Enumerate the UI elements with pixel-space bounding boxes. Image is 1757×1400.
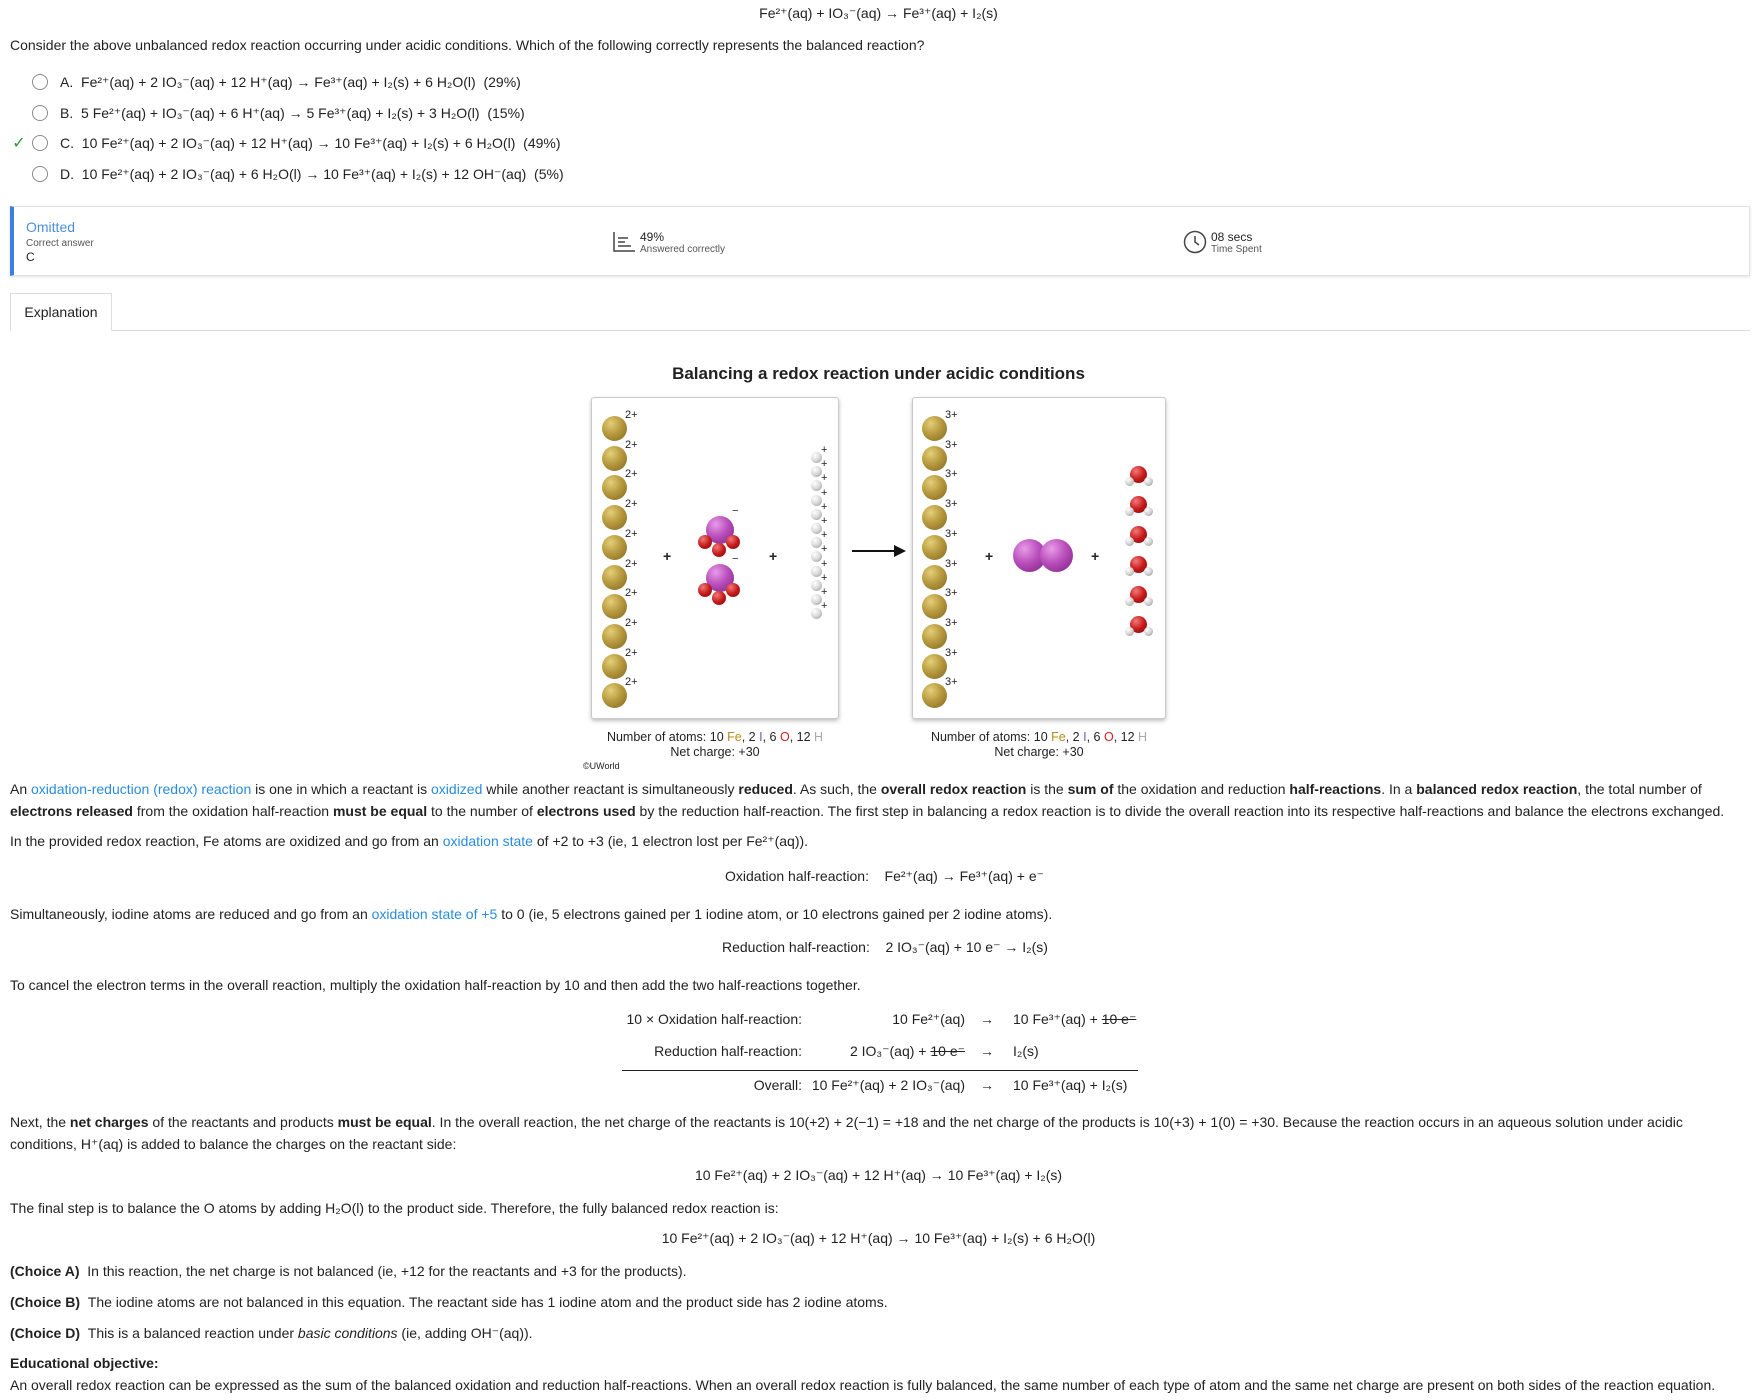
- ion-charge: 3+: [945, 498, 958, 511]
- choice-percent: (5%): [534, 166, 564, 182]
- sum-divider: [622, 1070, 1138, 1071]
- link-oxidized[interactable]: oxidized: [431, 781, 483, 797]
- explanation-paragraph-2: In the provided redox reaction, Fe atoms are oxidized and go from an oxidation state of +2 to +3 (ie, 1 electron lost per Fe²⁺(aq)).: [10, 833, 809, 849]
- educational-objective-text: An overall redox reaction can be expressed as the sum of the balanced oxidation and reduction half-reactions. When an overall redox reaction is fully balanced, the same number of each type of atom and the same net charge are present on both sides of the reaction equation.: [10, 1377, 1716, 1393]
- sum-row2-right: I₂(s): [1013, 1043, 1039, 1059]
- water-molecule: [1125, 495, 1155, 517]
- radio-icon[interactable]: [32, 74, 48, 90]
- fe3-ion: [922, 505, 947, 530]
- choice-equation: Fe²⁺(aq) + 2 IO₃⁻(aq) + 12 H⁺(aq) → Fe³⁺(aq) + I₂(s) + 6 H₂O(l): [81, 73, 476, 90]
- fe3-ion: [922, 446, 947, 471]
- sum-row1-left: 10 Fe²⁺(aq): [892, 1011, 965, 1027]
- fe2-ion: [602, 654, 627, 679]
- link-redox-reaction[interactable]: oxidation-reduction (redox) reaction: [31, 781, 252, 797]
- ion-charge: 3+: [945, 676, 958, 689]
- proton-charge: +: [821, 543, 828, 556]
- checkmark-icon: ✓: [12, 135, 26, 152]
- hydrogen-atom: [1144, 567, 1153, 576]
- hydrogen-atom: [1144, 477, 1153, 486]
- proton-charge: +: [821, 444, 828, 456]
- proton-charge: +: [821, 586, 828, 598]
- ion-charge: 3+: [945, 409, 958, 421]
- hydrogen-atom: [1125, 477, 1134, 486]
- oxygen-atom: [726, 535, 740, 549]
- iodate-ion: [696, 505, 746, 559]
- stats-bar: [10, 206, 1750, 276]
- sum-row1-right: 10 Fe³⁺(aq) + 10 e⁻: [1013, 1011, 1137, 1027]
- question-stem: Fe²⁺(aq) + IO₃⁻(aq) → Fe³⁺(aq) + I₂(s): [759, 5, 998, 21]
- sum-row2-arrow: →: [980, 1043, 994, 1059]
- choice-d[interactable]: [8, 163, 564, 185]
- water-molecule: [1125, 525, 1155, 547]
- bar-chart-icon: [612, 231, 636, 253]
- explanation-paragraph-3: Simultaneously, iodine atoms are reduced and go from an oxidation state of +5 to 0 (ie, 5 electrons gained per 1 iodine atom, or 10 electrons gained per 2 iodine atoms).: [10, 906, 1053, 922]
- fe2-ion: [602, 416, 627, 441]
- choice-equation: 10 Fe²⁺(aq) + 2 IO₃⁻(aq) + 6 H₂O(l) → 10 Fe³⁺(aq) + I₂(s) + 12 OH⁻(aq): [81, 165, 527, 182]
- ion-charge: 2+: [625, 438, 638, 451]
- reduction-half-reaction: Reduction half-reaction: 2 IO₃⁻(aq) + 10 e⁻ → I₂(s): [722, 939, 1048, 955]
- ion-charge: 3+: [945, 587, 958, 600]
- water-molecule: [1125, 585, 1155, 607]
- fe2-ion: [602, 505, 627, 530]
- proton-charge: +: [821, 472, 828, 485]
- ion-charge: 2+: [625, 616, 638, 629]
- choice-percent: (29%): [483, 74, 521, 90]
- oxygen-atom: [712, 543, 726, 557]
- iodine-atom: [1040, 539, 1073, 572]
- time-spent: 08 secs: [1211, 230, 1253, 244]
- choice-letter: D.: [60, 166, 74, 182]
- proton-charge: +: [821, 557, 828, 570]
- hydrogen-atom: [1144, 507, 1153, 516]
- fe3-ion: [922, 654, 947, 679]
- clock-icon: [1183, 230, 1207, 254]
- plus-sign: +: [663, 548, 672, 564]
- iodine-molecule: [1013, 537, 1075, 573]
- fe2-ion: [602, 446, 627, 471]
- reactant-net-charge: Net charge: +30: [670, 745, 760, 759]
- tab-explanation[interactable]: Explanation: [10, 293, 112, 331]
- percent-label: Answered correctly: [640, 244, 726, 255]
- product-net-charge: Net charge: +30: [994, 745, 1084, 759]
- hydrogen-atom: [1125, 597, 1134, 606]
- sum-row2-left: 2 IO₃⁻(aq) + 10 e⁻: [849, 1043, 965, 1059]
- choice-d-explanation: (Choice D) This is a balanced reaction under basic conditions (ie, adding OH⁻(aq)).: [10, 1325, 533, 1341]
- proton-charge: +: [821, 458, 828, 471]
- water-molecule: [1125, 465, 1155, 487]
- radio-icon[interactable]: [32, 135, 48, 151]
- ion-charge: −: [732, 505, 739, 517]
- oxidation-half-reaction: Oxidation half-reaction: Fe²⁺(aq) → Fe³⁺(aq) + e⁻: [725, 868, 1045, 884]
- explanation-paragraph-1: An oxidation-reduction (redox) reaction is one in which a reactant is oxidized while another reactant is simultaneously reduced. As such, the overall redox reaction is the sum of the oxidation and reduction half-reactions. In a balanced redox reaction, the total number of electrons released from the oxidation half-reaction must be equal to the number of electrons used by the reduction half-reaction. The first step in balancing a redox reaction is to divide the overall reaction into its respective half-reactions and balance the electrons exchanged.: [10, 781, 1725, 819]
- ion-charge: 2+: [625, 409, 638, 421]
- choice-b[interactable]: [8, 102, 525, 124]
- fe2-ion: [602, 624, 627, 649]
- plus-sign: +: [1091, 548, 1100, 564]
- choice-letter: A.: [60, 74, 74, 90]
- tab-divider: [10, 330, 1750, 331]
- ion-charge: −: [732, 553, 739, 565]
- choice-percent: (15%): [487, 105, 525, 121]
- sum-row1-arrow: →: [980, 1011, 994, 1027]
- ion-charge: 3+: [945, 527, 958, 540]
- choice-percent: (49%): [523, 135, 561, 151]
- educational-objective-label: Educational objective:: [10, 1355, 159, 1371]
- proton-charge: +: [821, 515, 828, 527]
- ion-charge: 2+: [625, 557, 638, 570]
- figure-title: Balancing a redox reaction under acidic conditions: [672, 364, 1085, 383]
- correct-answer-label: Correct answer: [26, 238, 94, 249]
- choice-c[interactable]: [8, 132, 561, 154]
- link-oxidation-state-plus5[interactable]: oxidation state of +5: [371, 906, 498, 922]
- copyright: ©UWorld: [583, 761, 620, 771]
- ion-charge: 2+: [625, 587, 638, 600]
- oxygen-atom: [698, 583, 712, 597]
- choice-a[interactable]: [8, 71, 521, 93]
- water-molecule: [1125, 555, 1155, 577]
- choice-b-explanation: (Choice B) The iodine atoms are not balanced in this equation. The reactant side has 1 iodine atom and the product side has 2 iodine atoms.: [10, 1294, 888, 1310]
- ion-charge: 2+: [625, 676, 638, 689]
- status-text: Omitted: [26, 219, 76, 235]
- hydrogen-atom: [1125, 567, 1134, 576]
- fe3-ion: [922, 416, 947, 441]
- fe3-ion: [922, 565, 947, 590]
- ion-charge: 2+: [625, 498, 638, 511]
- choice-letter: C.: [60, 135, 74, 151]
- hydrogen-atom: [1144, 627, 1153, 636]
- fe2-ion: [602, 535, 627, 560]
- oxygen-atom: [726, 583, 740, 597]
- hydrogen-atom: [1125, 507, 1134, 516]
- choice-equation: 10 Fe²⁺(aq) + 2 IO₃⁻(aq) + 12 H⁺(aq) → 10 Fe³⁺(aq) + I₂(s) + 6 H₂O(l): [81, 134, 516, 151]
- fe3-ion: [922, 624, 947, 649]
- proton-charge: +: [821, 529, 828, 542]
- ion-charge: 3+: [945, 557, 958, 570]
- time-label: Time Spent: [1211, 244, 1262, 255]
- radio-icon[interactable]: [32, 105, 48, 121]
- sum-row3-left: 10 Fe²⁺(aq) + 2 IO₃⁻(aq): [811, 1077, 965, 1093]
- sum-row3-label: Overall:: [753, 1077, 802, 1093]
- correct-answer-value: C: [26, 250, 35, 264]
- ion-charge: 3+: [945, 468, 958, 481]
- product-atom-count: Number of atoms: 10 Fe, 2 I, 6 O, 12 H Net charge: +30: [930, 730, 1148, 759]
- ion-charge: 2+: [625, 527, 638, 540]
- explanation-paragraph-6: The final step is to balance the O atoms by adding H₂O(l) to the product side. Therefore, the fully balanced redox reaction is:: [10, 1200, 779, 1216]
- radio-icon[interactable]: [32, 166, 48, 182]
- choice-equation: 5 Fe²⁺(aq) + IO₃⁻(aq) + 6 H⁺(aq) → 5 Fe³⁺(aq) + I₂(s) + 3 H₂O(l): [81, 104, 480, 121]
- proton-charge: +: [821, 600, 828, 613]
- oxygen-atom: [712, 591, 726, 605]
- explanation-paragraph-4: To cancel the electron terms in the overall reaction, multiply the oxidation half-reaction by 10 and then add the two half-reactions together.: [10, 977, 861, 993]
- proton-charge: +: [821, 486, 828, 499]
- choice-letter: B.: [60, 105, 74, 121]
- ion-charge: 3+: [945, 616, 958, 629]
- proton-charge: +: [821, 500, 828, 513]
- sum-row2-label: Reduction half-reaction:: [654, 1043, 802, 1059]
- hydrogen-atom: [1144, 597, 1153, 606]
- iodate-ion: [696, 553, 746, 607]
- explanation-paragraph-5: Next, the net charges of the reactants and products must be equal. In the overall reaction, the net charge of the reactants is 10(+2) + 2(−1) = +18 and the net charge of the products is 10(+3) + 1(0) = +30. Because the reaction occurs in an aqueous solution under acidic conditions, H⁺(aq) is added to balance the charges on the reactant side:: [10, 1114, 1683, 1152]
- sum-row1-label: 10 × Oxidation half-reaction:: [626, 1011, 802, 1027]
- water-molecule: [1125, 615, 1155, 637]
- reactant-atom-count: Number of atoms: 10 Fe, 2 I, 6 O, 12 H Net charge: +30: [606, 730, 824, 759]
- proton-charge: +: [821, 571, 828, 584]
- link-oxidation-state[interactable]: oxidation state: [442, 833, 533, 849]
- fe3-ion: [922, 535, 947, 560]
- ion-charge: 2+: [625, 646, 638, 659]
- ion-charge: 3+: [945, 646, 958, 659]
- plus-sign: +: [769, 548, 778, 564]
- ion-charge: 3+: [945, 438, 958, 451]
- reaction-arrow-icon: [852, 543, 906, 559]
- hydrogen-atom: [1144, 537, 1153, 546]
- sum-row3-arrow: →: [980, 1077, 994, 1093]
- hydrogen-atom: [1125, 537, 1134, 546]
- fe2-ion: [602, 565, 627, 590]
- charge-balanced-equation: 10 Fe²⁺(aq) + 2 IO₃⁻(aq) + 12 H⁺(aq) → 10 Fe³⁺(aq) + I₂(s): [694, 1167, 1063, 1183]
- ion-charge: 2+: [625, 468, 638, 481]
- sum-row3-right: 10 Fe³⁺(aq) + I₂(s): [1013, 1077, 1128, 1093]
- hydrogen-atom: [1125, 627, 1134, 636]
- final-balanced-equation: 10 Fe²⁺(aq) + 2 IO₃⁻(aq) + 12 H⁺(aq) → 10 Fe³⁺(aq) + I₂(s) + 6 H₂O(l): [661, 1230, 1096, 1246]
- question-text: Consider the above unbalanced redox reaction occurring under acidic conditions. Which of the following correctly represents the balanced reaction?: [10, 37, 925, 53]
- oxygen-atom: [698, 535, 712, 549]
- choice-a-explanation: (Choice A) In this reaction, the net charge is not balanced (ie, +12 for the reactants and +3 for the products).: [10, 1263, 687, 1279]
- plus-sign: +: [985, 548, 994, 564]
- percent-correct: 49%: [640, 230, 665, 244]
